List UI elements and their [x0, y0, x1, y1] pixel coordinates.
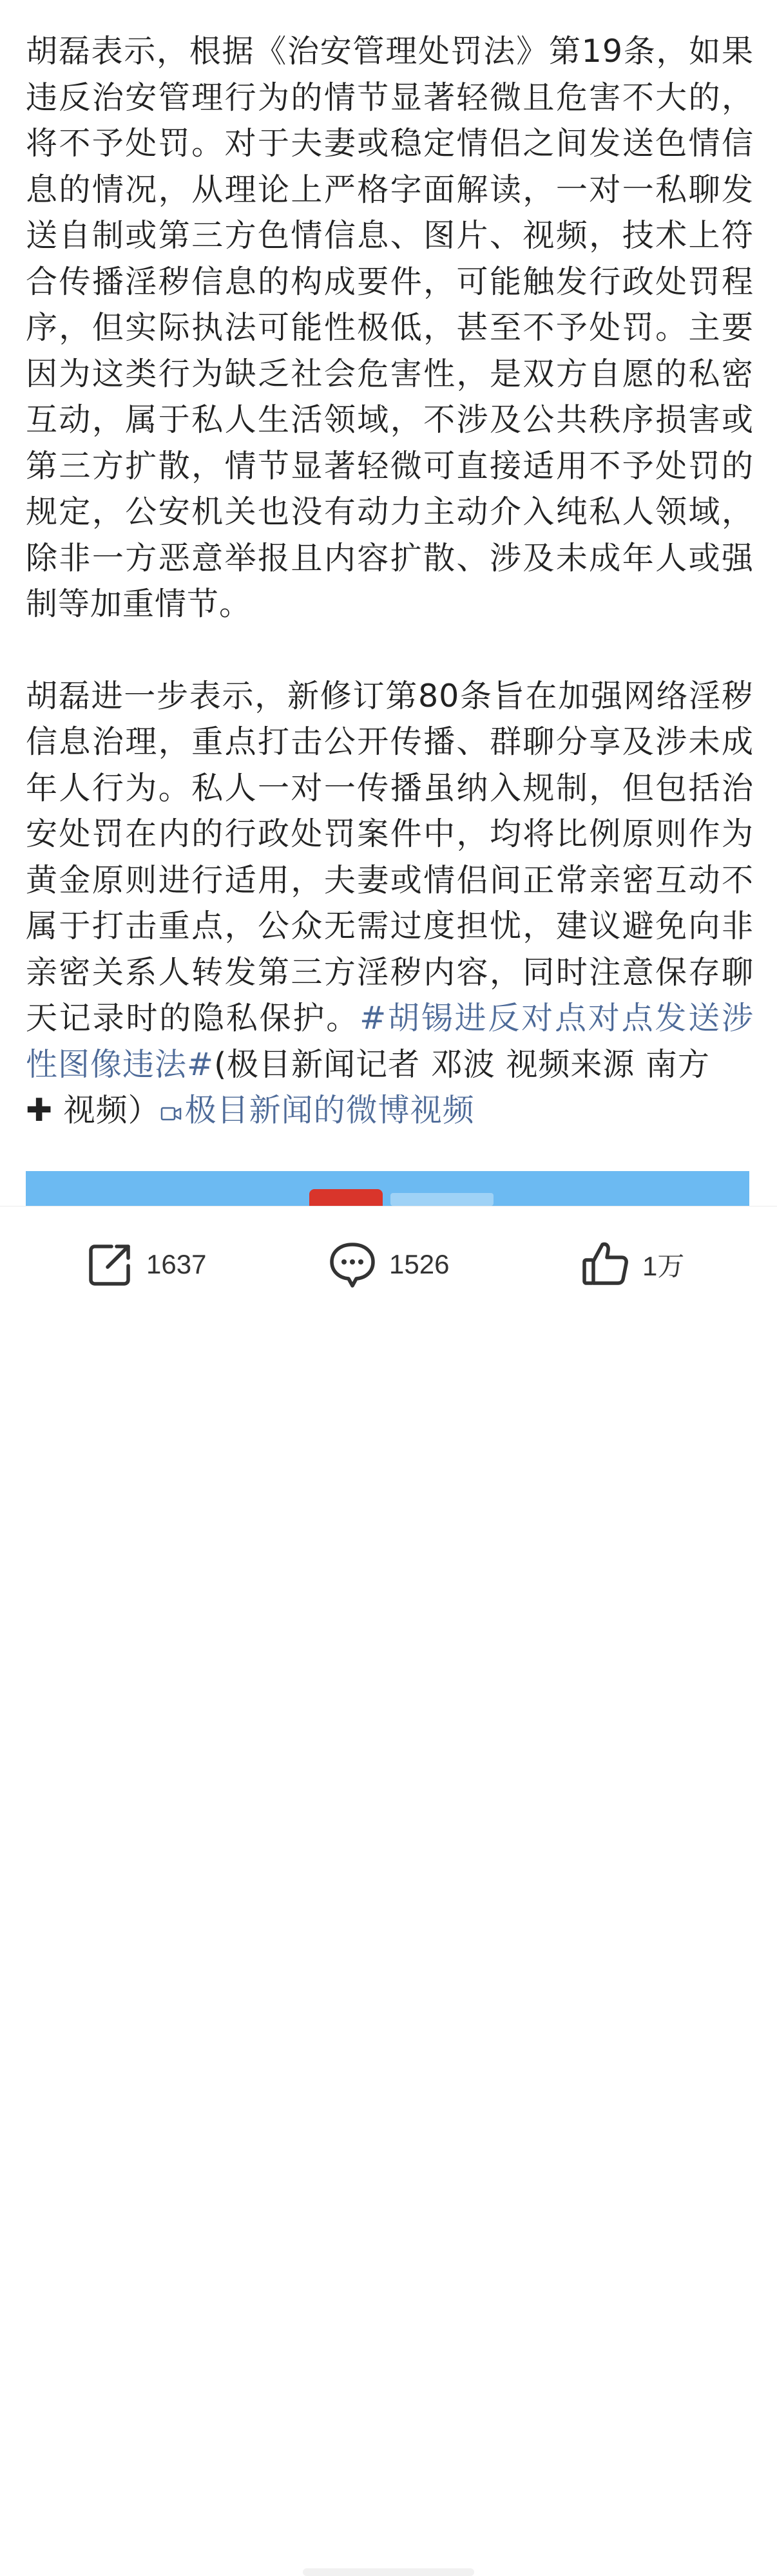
post-body	[26, 28, 754, 1134]
home-indicator	[303, 2568, 474, 2576]
credit-text-end: 视频）	[53, 1092, 160, 1129]
hashtag-link[interactable]: #胡锡进反对点对点发送涉性图像违法#	[26, 1000, 754, 1083]
article-paragraph-2-text: 胡磊进一步表示，新修订第80条旨在加强网络淫秽信息治理，重点打击公开传播、群聊分享及涉未成年人行为。私人一对一传播虽纳入规制，但包括治安处罚在内的行政处罚案件中，均将比例原则作为黄金原则进行适用，夫妻或情侣间正常亲密互动不属于打击重点，公众无需过度担忧，建议避免向非亲密关系人转发第三方淫秽内容，同时注意保存聊天记录时的隐私保护。	[26, 677, 754, 1036]
preview-caption	[390, 1193, 494, 1206]
video-link-label[interactable]: 极目新闻的微博视频	[184, 1092, 475, 1129]
share-icon	[86, 1240, 135, 1289]
share-count: 1637	[146, 1249, 207, 1279]
like-count: 1万	[642, 1251, 685, 1281]
article-paragraph-1: 胡磊表示，根据《治安管理处罚法》第19条，如果违反治安管理行为的情节显著轻微且危害不大的，将不予处罚。对于夫妻或稳定情侣之间发送色情信息的情况，从理论上严格字面解读，一对一私聊发送自制或第三方色情信息、图片、视频，技术上符合传播淫秽信息的构成要件，可能触发行政处罚程序，但实际执法可能性极低，甚至不予处罚。主要因为这类行为缺乏社会危害性，是双方自愿的私密互动，属于私人生活领域，不涉及公共秩序损害或第三方扩散，情节显著轻微可直接适用不予处罚的规定，公安机关也没有动力主动介入纯私人领域，除非一方恶意举报且内容扩散、涉及未成年人或强制等加重情节。	[26, 33, 754, 622]
video-camera-icon	[160, 1104, 182, 1123]
comment-icon	[327, 1239, 378, 1290]
comment-button[interactable]	[327, 1239, 449, 1290]
thumbs-up-icon	[580, 1239, 631, 1290]
article-paragraph-2	[26, 673, 754, 1134]
plus-icon: ✚	[26, 1092, 53, 1129]
like-button[interactable]	[580, 1239, 684, 1290]
credit-text: (极目新闻记者 邓波 视频来源 南方	[214, 1045, 710, 1083]
video-preview-card[interactable]	[26, 1171, 749, 1206]
comment-count: 1526	[389, 1249, 450, 1279]
share-button[interactable]	[86, 1239, 206, 1290]
preview-logo	[309, 1189, 383, 1206]
video-link[interactable]	[160, 1092, 475, 1129]
action-bar	[0, 1206, 777, 1377]
